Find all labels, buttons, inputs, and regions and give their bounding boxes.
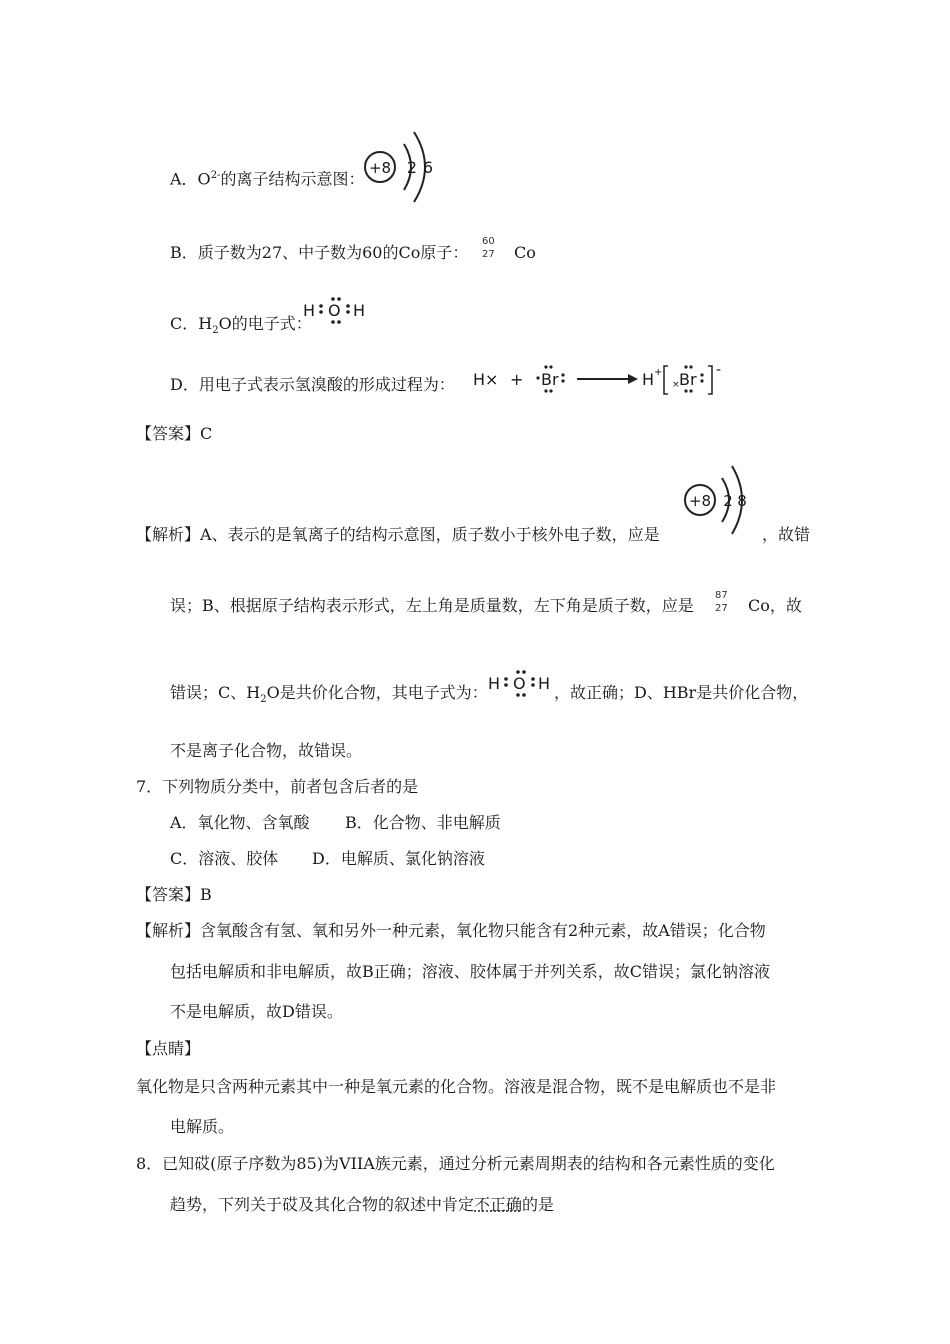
o-center: O [513,674,526,693]
option-c-subscript: 2 [212,325,219,337]
answer-label: 【答案】 [136,424,201,443]
analysis-subscript: 2 [260,694,267,706]
option-c-prefix: C．H [170,314,213,333]
option-a-suffix: 的离子结构示意图： [220,169,365,189]
option-c-suffix: O的电子式： [218,314,312,333]
q7-option-c: C．溶液、胶体 [170,849,279,868]
analysis-text: 含氧酸含有氢、氧和另外一种元素，氧化物只能含有2种元素，故A错误；化合物 [200,921,766,940]
analysis-text: A、表示的是氧离子的结构示意图，质子数小于核外电子数，应是 [200,525,660,544]
q7-option-d: D．电解质、氯化钠溶液 [312,849,485,868]
q6-analysis-line2-end: Co，故 [748,596,802,615]
option-a-prefix: A．O [170,169,211,189]
h-ion-charge: + [654,367,663,378]
corrected-ion-structure-diagram [678,460,758,540]
q6-option-a [170,165,364,190]
q7-tip-line2: 电解质。 [170,1117,235,1136]
stem-text: 趋势，下列关于砹及其化合物的叙述中肯定 [170,1195,475,1214]
q6-analysis-line4: 不是离子化合物，故错误。 [170,741,363,760]
charge-superscript: 2- [210,170,221,181]
emphasized-text: 不正确 [474,1195,523,1214]
h-atom: H× [473,370,499,389]
analysis-text: O是共价化合物，其电子式为： [266,683,488,702]
water-electron-formula [300,296,370,328]
q6-answer [136,423,212,445]
br-ion-charge: - [716,362,722,378]
q7-analysis-line3: 不是电解质，故D错误。 [170,1002,343,1021]
isotope-symbol: Co [514,243,536,262]
q7-analysis-line1 [136,920,766,942]
answer-value: B [200,885,212,904]
q6-analysis-line3-end: ，故正确；D、HBr是共价化合物， [554,683,809,702]
shell1-electrons: 2 [406,158,418,177]
hbr-formation-process [470,360,740,400]
h-right: H [353,301,366,320]
h-right: H [538,674,551,693]
h-ion: H [642,370,655,389]
nucleus-charge: +8 [688,492,712,510]
plus-sign: + [510,370,524,389]
analysis-label: 【解析】 [136,921,201,940]
nucleus-charge: +8 [368,159,392,177]
water-electron-formula-analysis [486,669,554,701]
o-center: O [328,301,341,320]
option-d-text: D．用电子式表示氢溴酸的形成过程为： [170,375,455,394]
br-ion: Br [679,370,697,389]
br-atom: Br [541,370,559,389]
analysis-label: 【解析】 [136,525,201,544]
shell2-electrons: 6 [422,158,434,177]
q6-analysis-line3 [170,682,488,711]
analysis-text: 错误；C、H [170,683,261,702]
shell2-electrons: 8 [737,492,747,510]
q7-stem: 7．下列物质分类中，前者包含后者的是 [136,777,419,796]
h-left: H [303,301,316,320]
q6-option-c [170,313,312,342]
h-left: H [488,674,501,693]
q8-stem-line1: 8．已知砹(原子序数为85)为VIIA族元素，通过分析元素周期表的结构和各元素性质的变化 [136,1154,775,1173]
corrected-mass-number: 87 [715,590,728,601]
option-b-text: B．质子数为27、中子数为60的Co原子： [170,243,469,262]
q7-analysis-line2: 包括电解质和非电解质，故B正确；溶液、胶体属于并列关系，故C错误；氯化钠溶液 [170,962,771,981]
q7-option-a: A．氧化物、含氧酸 [170,813,310,832]
q6-option-b [170,242,468,264]
corrected-atomic-number: 27 [715,603,728,614]
q6-analysis-line2: 误；B、根据原子结构表示形式，左上角是质量数，左下角是质子数，应是 [170,596,694,615]
q7-option-b: B．化合物、非电解质 [345,813,501,832]
svg-text:×: × [672,380,680,390]
q7-answer [136,884,212,906]
oxygen-ion-structure-diagram [360,122,450,212]
q8-stem-line2 [170,1194,554,1216]
q7-tip-label: 【点睛】 [136,1039,201,1058]
q7-tip-line1: 氧化物是只含两种元素其中一种是氧元素的化合物。溶液是混合物，既不是电解质也不是非 [136,1077,777,1096]
isotope-mass-number: 60 [482,236,495,247]
isotope-atomic-number: 27 [482,249,495,260]
stem-text: 的是 [522,1195,555,1214]
q6-option-d [170,374,455,396]
answer-value: C [200,424,213,443]
answer-label: 【答案】 [136,885,201,904]
q6-analysis-line1 [136,524,660,546]
q6-analysis-line1-end: ，故错 [762,525,811,544]
shell1-electrons: 2 [723,492,733,510]
